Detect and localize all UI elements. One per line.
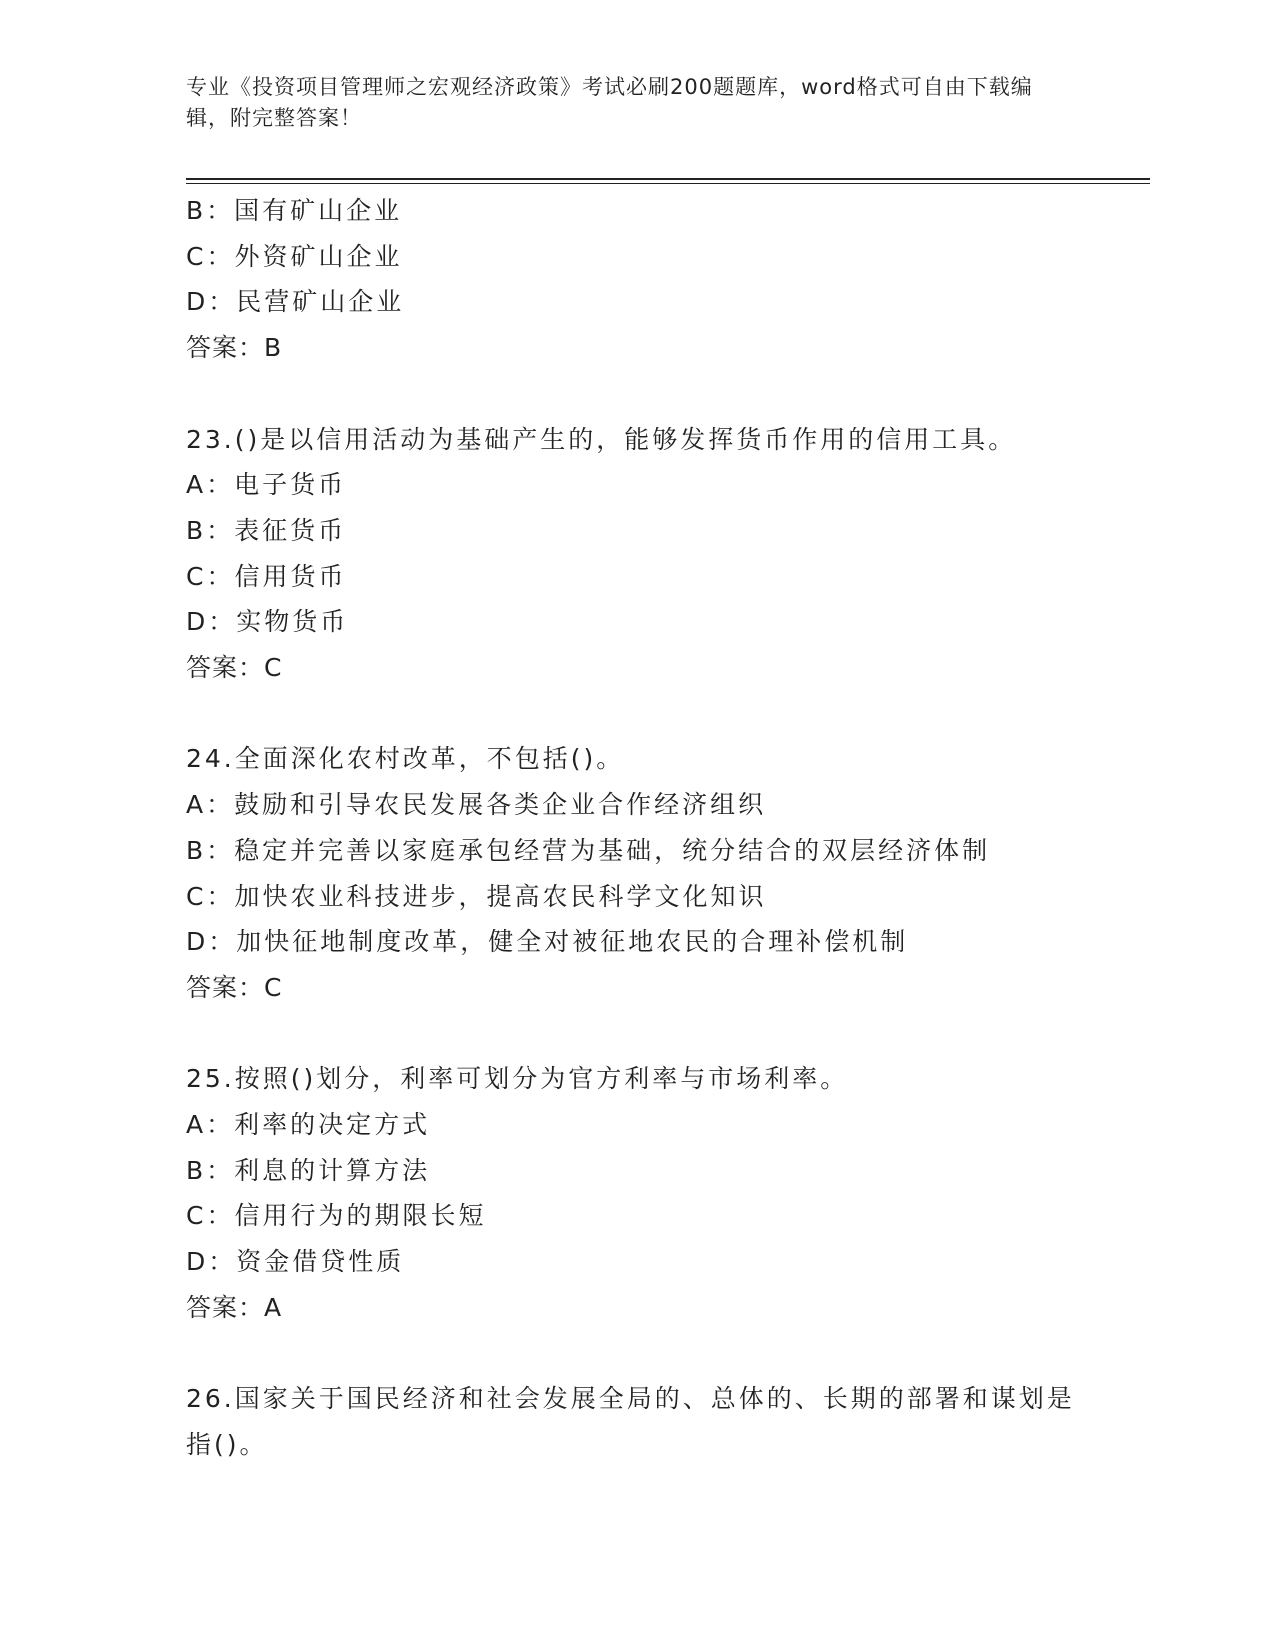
answer-label: 答案： — [186, 1292, 265, 1322]
answer-line — [186, 645, 1086, 691]
option-d: D：民营矿山企业 — [186, 287, 405, 317]
option-c: C：加快农业科技进步，提高农民科学文化知识 — [186, 881, 767, 911]
option-a: A：利率的决定方式 — [186, 1110, 431, 1140]
option-a: A：鼓励和引导农民发展各类企业合作经济组织 — [186, 790, 767, 820]
option-c: C：信用货币 — [186, 561, 347, 591]
question-stem: 26.国家关于国民经济和社会发展全局的、总体的、长期的部署和谋划是指()。 — [186, 1384, 1075, 1459]
option-c: C：外资矿山企业 — [186, 241, 403, 271]
question-26 — [186, 1376, 1086, 1467]
question-23 — [186, 417, 1086, 691]
question-stem: 24.全面深化农村改革，不包括()。 — [186, 744, 625, 774]
question-stem: 23.()是以信用活动为基础产生的，能够发挥货币作用的信用工具。 — [186, 424, 1017, 454]
answer-label: 答案： — [186, 972, 265, 1002]
answer-value: C — [264, 972, 283, 1002]
answer-line — [186, 1285, 1086, 1331]
answer-line — [186, 965, 1086, 1011]
document-header: 专业《投资项目管理师之宏观经济政策》考试必刷200题题库，word格式可自由下载编辑，附完整答案！ — [186, 75, 1033, 130]
option-b: B：利息的计算方法 — [186, 1155, 431, 1185]
option-d: D：加快征地制度改革，健全对被征地农民的合理补偿机制 — [186, 927, 909, 957]
option-c: C：信用行为的期限长短 — [186, 1201, 487, 1231]
answer-label: 答案： — [186, 653, 265, 683]
option-d: D：资金借贷性质 — [186, 1247, 405, 1277]
option-a: A：电子货币 — [186, 470, 347, 500]
option-d: D：实物货币 — [186, 607, 349, 637]
question-content — [186, 188, 1086, 1468]
answer-line — [186, 325, 1086, 371]
question-22-continued — [186, 188, 1086, 371]
answer-value: C — [264, 653, 283, 683]
header-divider-thick — [186, 178, 1150, 180]
answer-value: B — [264, 333, 283, 363]
option-b: B：表征货币 — [186, 515, 347, 545]
option-b: B：国有矿山企业 — [186, 196, 403, 225]
option-b: B：稳定并完善以家庭承包经营为基础，统分结合的双层经济体制 — [186, 835, 991, 865]
answer-value: A — [264, 1292, 283, 1322]
question-stem: 25.按照()划分，利率可划分为官方利率与市场利率。 — [186, 1064, 849, 1094]
header-divider-thin — [186, 183, 1150, 184]
answer-label: 答案： — [186, 333, 265, 363]
question-25 — [186, 1056, 1086, 1330]
question-24 — [186, 736, 1086, 1010]
